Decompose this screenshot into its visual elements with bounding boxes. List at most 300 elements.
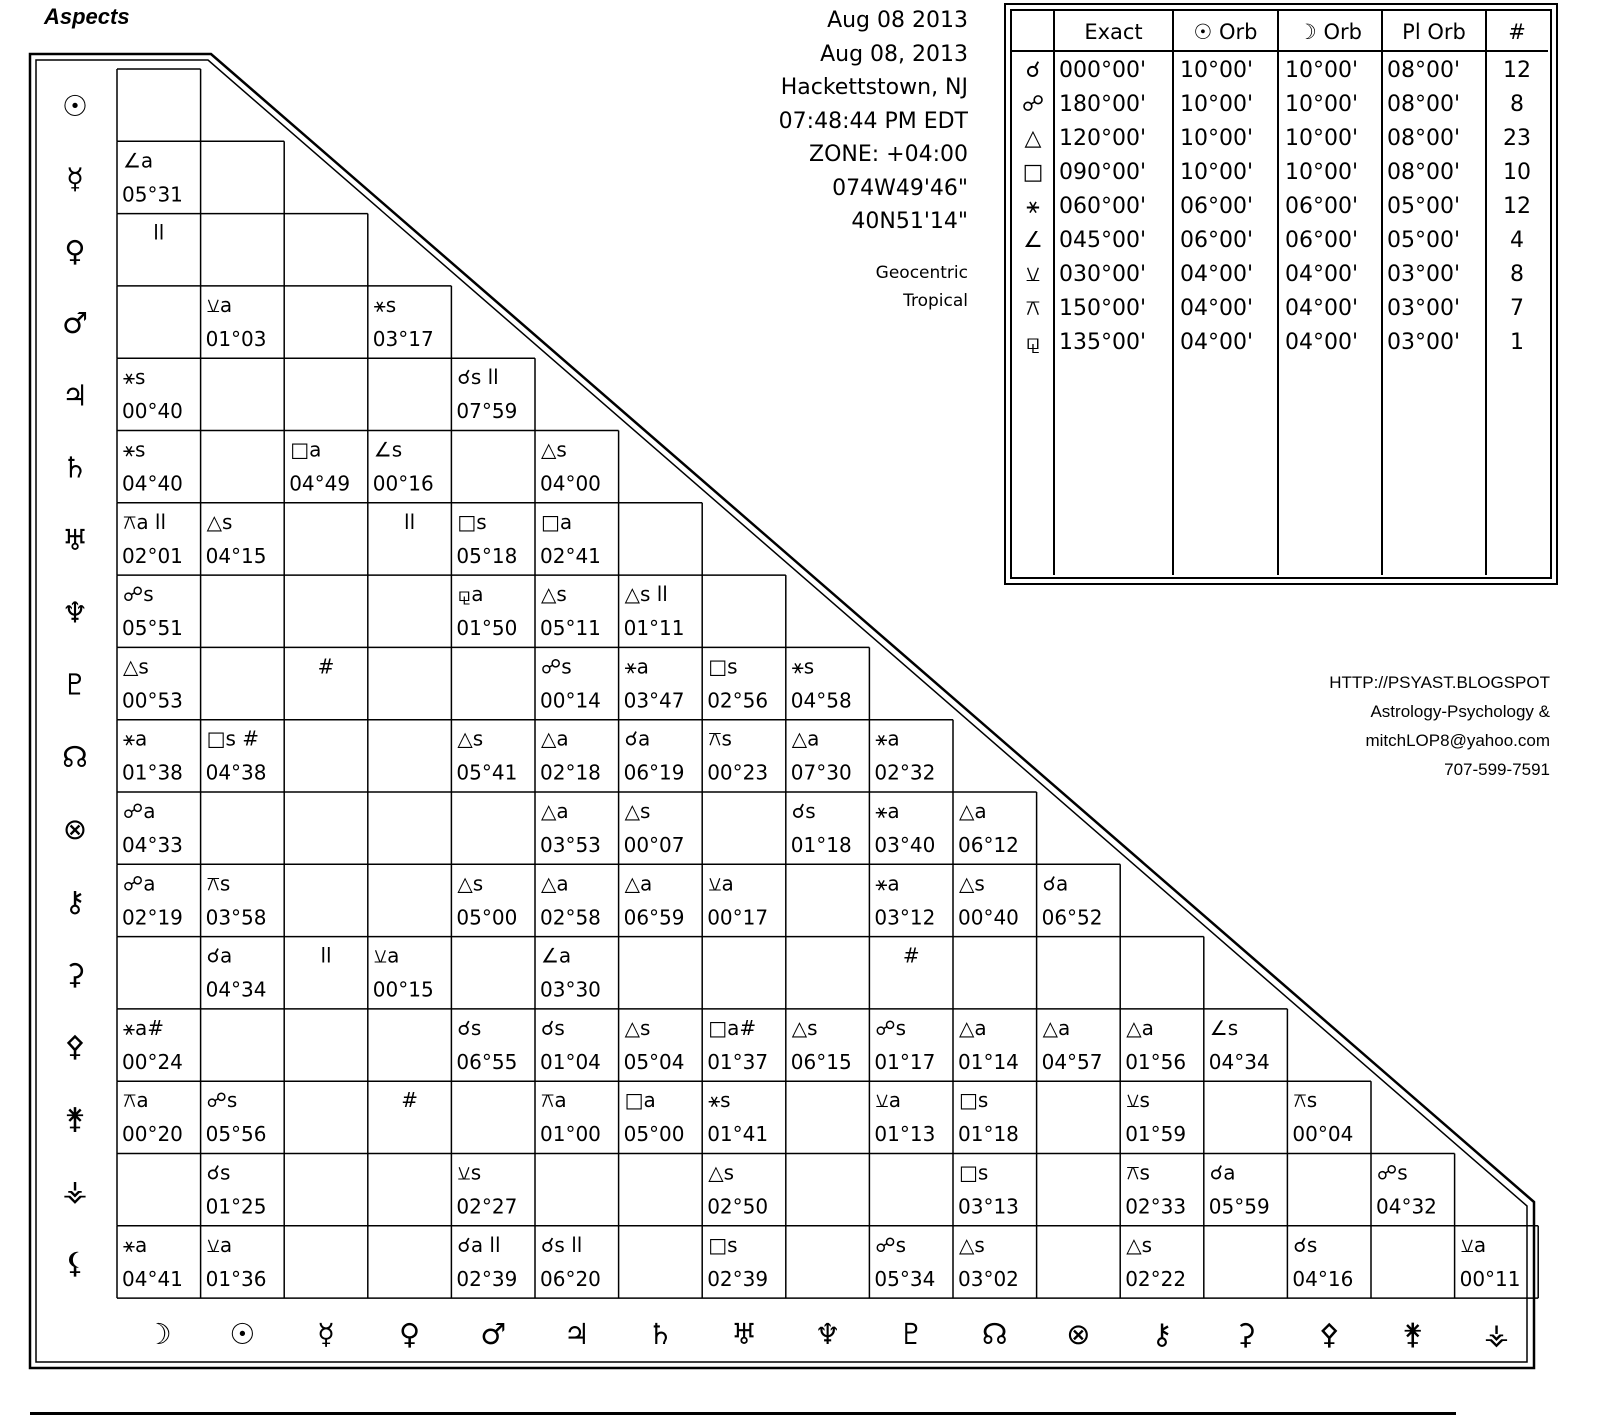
- aspect-orb-value: 03°30: [540, 977, 601, 1002]
- aspect-orb-value: 04°33: [122, 833, 183, 857]
- aspect-symbol: ⚺a: [1460, 1232, 1487, 1257]
- chart-date-formatted: Aug 08, 2013: [820, 41, 968, 67]
- aspect-symbol: ⚺a: [708, 871, 734, 896]
- aspect-cell: [373, 293, 434, 351]
- aspect-cell: [153, 221, 164, 245]
- aspect-symbol: △s ll: [624, 582, 668, 607]
- aspect-orb-value: 06°15: [790, 1049, 852, 1074]
- legend-aspect-glyph: ⚹: [1026, 194, 1040, 219]
- aspect-cell: [624, 582, 685, 640]
- legend-header: #: [1508, 20, 1526, 44]
- aspect-cell: [791, 1016, 852, 1074]
- row-planet-glyph: ☉: [62, 89, 88, 124]
- aspect-cell: [1042, 871, 1103, 929]
- aspect-cell: [122, 510, 183, 568]
- row-planet-glyph: ⚸: [64, 1245, 86, 1280]
- aspect-symbol: ⚹a: [624, 654, 649, 679]
- legend-planet-orb: 08°00': [1387, 92, 1461, 117]
- legend-exact: 180°00': [1059, 92, 1147, 117]
- aspect-symbol: ☌s: [791, 799, 816, 823]
- aspect-orb-value: 01°04: [540, 1049, 601, 1074]
- aspect-cell: [540, 654, 601, 712]
- aspect-orb-value: 01°37: [707, 1049, 769, 1074]
- chart-latitude: 40N51'14": [851, 209, 968, 234]
- aspect-symbol: ⚹a: [123, 726, 148, 751]
- aspect-symbol: ☍s: [206, 1088, 238, 1113]
- aspect-cell: [122, 582, 183, 640]
- aspect-cell: [624, 799, 685, 857]
- col-planet-glyph: ⚴: [1318, 1317, 1340, 1352]
- aspect-orb-value: 02°18: [540, 760, 601, 785]
- aspect-cell: [707, 1088, 768, 1146]
- aspect-orb-value: 01°25: [205, 1194, 267, 1219]
- aspect-orb-value: 06°12: [958, 833, 1019, 857]
- aspect-symbol: ⚹a: [875, 871, 900, 896]
- aspect-cell: [404, 510, 415, 534]
- aspect-cell: [958, 1016, 1019, 1074]
- chart-system-geocentric: Geocentric: [875, 262, 968, 283]
- aspect-symbol: □s: [708, 1232, 738, 1257]
- legend-aspect-glyph: ∠: [1023, 228, 1043, 253]
- aspect-cell: [903, 944, 920, 968]
- aspect-cell: [122, 1233, 183, 1291]
- aspect-symbol: ☍s: [123, 582, 154, 607]
- aspect-cell: [874, 1233, 935, 1291]
- aspect-orb-value: 00°20: [122, 1122, 183, 1147]
- aspect-cell: [206, 871, 267, 929]
- aspect-symbol: ⚻s: [1126, 1160, 1150, 1185]
- contact-url: HTTP://PSYAST.BLOGSPOT: [1329, 673, 1550, 692]
- legend-moon-orb: 04°00': [1285, 330, 1359, 355]
- legend-count: 7: [1510, 296, 1524, 321]
- aspect-orb-value: 00°53: [122, 688, 183, 713]
- aspect-cell: [1125, 1088, 1186, 1146]
- aspect-orb-value: 01°03: [205, 326, 267, 351]
- legend-moon-orb: 10°00': [1285, 58, 1359, 83]
- legend-planet-orb: 08°00': [1387, 58, 1461, 83]
- aspect-symbol: □s: [708, 654, 738, 679]
- legend-sun-orb: 06°00': [1180, 194, 1254, 219]
- chart-system-tropical: Tropical: [903, 290, 968, 311]
- aspect-cell: [958, 1233, 1019, 1291]
- aspect-symbol: ⚻a ll: [123, 509, 167, 534]
- aspect-cell: [958, 871, 1019, 929]
- row-planet-glyph: ⚷: [64, 884, 86, 919]
- aspect-cell: [874, 727, 935, 785]
- aspect-symbol: △s: [708, 1160, 735, 1185]
- aspect-orb-value: 04°40: [122, 471, 183, 496]
- aspect-symbol: ⚺s: [457, 1160, 482, 1185]
- aspect-symbol: ∠s: [1209, 1015, 1239, 1040]
- aspect-orb-value: 00°07: [623, 833, 685, 857]
- legend-sun-orb: 04°00': [1180, 296, 1254, 321]
- aspect-symbol: △a: [541, 871, 569, 896]
- col-planet-glyph: ♇: [898, 1317, 925, 1352]
- aspect-orb-value: 00°15: [372, 977, 434, 1002]
- aspect-orb-value: 07°30: [790, 760, 852, 785]
- aspect-cell: [456, 1016, 517, 1074]
- col-planet-glyph: ♀: [398, 1317, 421, 1352]
- aspect-orb-value: 02°01: [122, 543, 183, 568]
- aspect-symbol: □s: [959, 1088, 989, 1113]
- legend-count: 1: [1510, 330, 1524, 355]
- aspect-cell: [1292, 1233, 1353, 1291]
- aspect-orb-value: 01°13: [874, 1122, 936, 1147]
- aspect-cell: [958, 1088, 1019, 1146]
- aspect-orb-value: 07°59: [456, 399, 518, 424]
- col-planet-glyph: ♄: [647, 1317, 674, 1352]
- aspect-cell: [540, 1016, 601, 1074]
- legend-header: ☉ Orb: [1193, 20, 1258, 44]
- aspect-orb-value: 04°34: [205, 977, 267, 1002]
- contact-phone: 707-599-7591: [1444, 760, 1550, 779]
- legend-count: 23: [1503, 126, 1531, 151]
- aspect-orb-value: 05°18: [456, 543, 518, 568]
- legend-exact: 000°00': [1059, 58, 1147, 83]
- row-planet-glyph: ♂: [62, 306, 88, 341]
- aspect-cell: [456, 1233, 517, 1291]
- aspect-cell: [791, 654, 852, 712]
- aspect-symbol: ∠a: [541, 943, 572, 968]
- aspect-cell: [1125, 1233, 1186, 1291]
- row-planet-glyph: ♆: [62, 595, 88, 630]
- aspect-orb-value: 01°18: [790, 833, 852, 857]
- aspect-symbol: △a: [624, 871, 653, 896]
- aspect-cell: [707, 1016, 768, 1074]
- aspect-symbol: △s: [1126, 1232, 1153, 1257]
- aspect-cell: [791, 799, 852, 857]
- aspect-orb-value: 01°18: [958, 1122, 1019, 1147]
- aspect-symbol: ⚺a: [206, 292, 233, 317]
- aspect-cell: [456, 871, 517, 929]
- aspect-symbol: ll: [320, 943, 332, 968]
- aspect-symbol: △s: [457, 871, 484, 896]
- aspect-cell: [289, 438, 350, 496]
- aspect-cell: [122, 365, 183, 423]
- aspect-symbol: ☌s: [457, 1015, 482, 1040]
- aspect-orb-value: 05°51: [122, 616, 183, 641]
- row-planet-glyph: ⚶: [62, 1173, 88, 1208]
- aspect-orb-value: 01°50: [456, 616, 518, 641]
- aspect-cell: [373, 438, 434, 496]
- row-planet-glyph: ♇: [62, 667, 88, 702]
- aspect-cell: [206, 1161, 267, 1219]
- aspect-symbol: □a: [541, 509, 573, 534]
- aspect-orb-value: 05°00: [623, 1122, 685, 1147]
- aspect-cell: [874, 1016, 935, 1074]
- aspect-orb-value: 02°22: [1125, 1266, 1187, 1291]
- aspect-cell: [318, 654, 335, 678]
- aspect-symbol: ☍s: [875, 1232, 907, 1257]
- aspect-cell: [624, 727, 685, 785]
- aspect-orb-value: 04°38: [205, 760, 267, 785]
- aspect-cell: [540, 1233, 601, 1291]
- col-planet-glyph: ⚷: [1151, 1317, 1173, 1352]
- aspect-orb-value: 06°20: [540, 1266, 601, 1291]
- aspect-symbol: ⚹a#: [123, 1015, 165, 1040]
- aspect-cell: [707, 1233, 768, 1291]
- aspect-orb-value: 05°56: [205, 1122, 267, 1147]
- aspect-cell: [540, 438, 601, 496]
- legend-aspect-glyph: ☌: [1025, 58, 1041, 83]
- aspect-cell: [1125, 1016, 1186, 1074]
- aspect-orb-value: 00°24: [122, 1049, 183, 1074]
- legend-aspect-glyph: ⚼: [1025, 330, 1041, 355]
- legend-exact: 045°00': [1059, 228, 1147, 253]
- legend-sun-orb: 10°00': [1180, 126, 1254, 151]
- row-planet-glyph: ⚵: [64, 1101, 86, 1136]
- aspect-symbol: ⚻a: [123, 1088, 149, 1113]
- col-planet-glyph: ♂: [480, 1317, 507, 1352]
- aspect-orb-value: 01°14: [958, 1049, 1019, 1074]
- legend-moon-orb: 10°00': [1285, 92, 1359, 117]
- aspect-symbol: ☍s: [541, 654, 572, 679]
- legend-aspect-glyph: ⚻: [1025, 296, 1041, 321]
- legend-count: 10: [1503, 160, 1531, 185]
- aspect-symbol: △a: [959, 1015, 987, 1040]
- chart-date: Aug 08 2013: [827, 8, 968, 33]
- aspect-cell: [958, 1161, 1019, 1219]
- aspect-cell: [707, 727, 768, 785]
- aspect-symbol: △s: [959, 1232, 985, 1257]
- aspect-orb-value: 04°16: [1292, 1266, 1354, 1291]
- aspect-symbol: △a: [541, 726, 569, 751]
- aspect-orb-value: 06°19: [623, 760, 685, 785]
- aspect-cell: [540, 510, 601, 568]
- aspect-symbol: △s: [791, 1015, 818, 1040]
- legend-moon-orb: 04°00': [1285, 296, 1359, 321]
- col-planet-glyph: ⊗: [1066, 1317, 1091, 1352]
- aspect-orb-value: 04°00: [540, 471, 601, 496]
- aspect-cell: [540, 1088, 601, 1146]
- aspect-orb-value: 03°53: [540, 833, 601, 857]
- aspect-orb-value: 01°36: [205, 1266, 267, 1291]
- aspect-symbol: △s: [541, 437, 567, 462]
- aspect-orb-value: 00°40: [122, 399, 183, 424]
- aspect-orb-value: 00°14: [540, 688, 601, 713]
- aspect-cell: [540, 727, 601, 785]
- legend-header: Pl Orb: [1402, 20, 1466, 44]
- col-planet-glyph: ☽: [145, 1317, 172, 1352]
- legend-sun-orb: 04°00': [1180, 262, 1254, 287]
- aspect-symbol: □s #: [206, 726, 260, 751]
- aspect-symbol: △s: [541, 582, 567, 607]
- aspect-symbol: □a: [624, 1088, 656, 1113]
- aspect-symbol: □a: [290, 437, 322, 462]
- aspect-cell: [122, 1016, 183, 1074]
- legend-header: Exact: [1084, 20, 1143, 44]
- aspect-symbol: △s: [624, 1015, 651, 1040]
- legend-count: 4: [1510, 228, 1524, 253]
- aspect-orb-value: 02°32: [874, 760, 936, 785]
- aspect-symbol: ⚹s: [791, 654, 815, 679]
- aspect-orb-value: 04°57: [1041, 1049, 1103, 1074]
- grid-frame-inner: [36, 60, 1527, 1362]
- aspect-cell: [456, 510, 517, 568]
- aspect-orb-value: 02°41: [540, 543, 601, 568]
- aspect-cell: [707, 1161, 768, 1219]
- aspect-orb-value: 03°40: [874, 833, 936, 857]
- aspect-symbol: ☌a ll: [457, 1232, 501, 1257]
- aspect-orb-value: 05°41: [456, 760, 518, 785]
- contact-subtitle: Astrology-Psychology &: [1370, 702, 1550, 721]
- aspect-orb-value: 04°32: [1376, 1194, 1437, 1219]
- aspect-cell: [874, 799, 935, 857]
- aspect-cell: [206, 944, 267, 1002]
- col-planet-glyph: ☉: [229, 1317, 256, 1352]
- row-planet-glyph: ☊: [62, 739, 88, 774]
- aspect-cell: [122, 654, 183, 712]
- aspect-symbol: ⚺a: [206, 1232, 233, 1257]
- aspect-cell: [624, 871, 685, 929]
- col-planet-glyph: ☊: [981, 1317, 1008, 1352]
- aspect-orb-value: 02°33: [1125, 1194, 1187, 1219]
- aspect-orb-value: 03°02: [958, 1266, 1019, 1291]
- aspect-symbol: ⚺a: [373, 943, 400, 968]
- aspect-orb-value: 05°59: [1208, 1194, 1270, 1219]
- aspect-cell: [540, 582, 601, 640]
- legend-sun-orb: 10°00': [1180, 92, 1254, 117]
- aspect-orb-value: 05°04: [623, 1049, 685, 1074]
- aspect-cell: [373, 944, 434, 1002]
- legend-exact: 090°00': [1059, 160, 1147, 185]
- row-planet-glyph: ⚳: [64, 956, 86, 991]
- chart-zone: ZONE: +04:00: [809, 142, 968, 167]
- legend-count: 12: [1503, 194, 1531, 219]
- aspect-orb-value: 01°59: [1125, 1122, 1187, 1147]
- row-planet-glyph: ⊗: [62, 812, 88, 847]
- aspect-orb-value: 03°58: [205, 905, 267, 930]
- legend-count: 8: [1510, 92, 1524, 117]
- legend-sun-orb: 04°00': [1180, 330, 1254, 355]
- aspect-orb-value: 00°04: [1292, 1122, 1354, 1147]
- aspect-symbol: ll: [404, 509, 416, 534]
- aspect-symbol: ⚻a: [541, 1088, 567, 1113]
- legend-planet-orb: 03°00': [1387, 262, 1461, 287]
- aspect-orb-value: 01°17: [874, 1049, 936, 1074]
- aspect-cell: [1209, 1161, 1270, 1219]
- legend-sun-orb: 10°00': [1180, 58, 1254, 83]
- aspect-symbol: ∠a: [123, 148, 154, 173]
- aspect-orb-value: 00°11: [1459, 1266, 1521, 1291]
- aspect-symbol: #: [317, 654, 335, 679]
- col-planet-glyph: ⚳: [1234, 1317, 1257, 1352]
- legend-aspect-glyph: △: [1024, 126, 1042, 151]
- aspect-cell: [1125, 1161, 1186, 1219]
- aspect-orb-value: 06°59: [623, 905, 685, 930]
- aspect-symbol: ☍s: [875, 1015, 907, 1040]
- aspect-symbol: ☌s ll: [457, 365, 499, 390]
- aspect-symbol: △s: [624, 799, 651, 823]
- legend-moon-orb: 06°00': [1285, 194, 1359, 219]
- aspect-cell: [540, 944, 601, 1002]
- aspect-orb-value: 04°34: [1208, 1049, 1270, 1074]
- legend-moon-orb: 04°00': [1285, 262, 1359, 287]
- col-planet-glyph: ♅: [731, 1317, 757, 1352]
- aspect-symbol: ☌a: [1042, 871, 1069, 896]
- legend-exact: 120°00': [1059, 126, 1147, 151]
- aspect-orb-value: 05°31: [122, 182, 183, 207]
- aspect-symbol: ☌a: [624, 726, 651, 751]
- grid-frame-outer: [30, 54, 1534, 1368]
- aspect-orb-value: 01°41: [707, 1122, 769, 1147]
- aspect-symbol: ☍s: [1377, 1160, 1408, 1185]
- aspect-orb-value: 06°52: [1041, 905, 1103, 930]
- aspect-symbol: ⚻s: [206, 871, 231, 896]
- legend-moon-orb: 10°00': [1285, 160, 1359, 185]
- row-planet-glyph: ♄: [62, 450, 88, 485]
- legend-planet-orb: 08°00': [1387, 126, 1461, 151]
- aspect-orb-value: 00°23: [707, 760, 769, 785]
- aspect-cell: [122, 148, 183, 206]
- aspect-orb-value: 01°38: [122, 760, 183, 785]
- aspect-symbol: ll: [153, 220, 165, 245]
- row-planet-glyph: ⚴: [64, 1029, 86, 1064]
- legend-aspect-glyph: ☍: [1021, 92, 1045, 117]
- aspect-orb-value: 02°27: [456, 1194, 518, 1219]
- legend-planet-orb: 03°00': [1387, 330, 1461, 355]
- aspect-cell: [206, 1088, 267, 1146]
- legend-moon-orb: 06°00': [1285, 228, 1359, 253]
- aspect-orb-value: 03°47: [623, 688, 685, 713]
- legend-aspect-glyph: □: [1022, 160, 1044, 185]
- aspect-cell: [456, 727, 517, 785]
- aspect-orb-value: 04°49: [289, 471, 351, 496]
- aspect-orb-value: 04°58: [790, 688, 852, 713]
- aspect-cell: [874, 871, 935, 929]
- aspect-cell: [958, 799, 1019, 857]
- legend-planet-orb: 05°00': [1387, 194, 1461, 219]
- aspect-orb-value: 01°56: [1125, 1049, 1187, 1074]
- aspect-orb-value: 06°55: [456, 1049, 518, 1074]
- aspect-cell: [624, 1016, 685, 1074]
- aspect-symbol: #: [902, 943, 920, 968]
- aspect-orb-value: 05°11: [540, 616, 601, 641]
- aspect-cell: [540, 871, 601, 929]
- aspect-symbol: ⚹a: [875, 726, 900, 751]
- col-planet-glyph: ⚶: [1484, 1317, 1509, 1352]
- aspect-orb-value: 03°13: [958, 1194, 1019, 1219]
- aspect-orb-value: 03°17: [372, 326, 434, 351]
- bottom-rule: [30, 1412, 1456, 1415]
- aspect-symbol: △s: [206, 509, 233, 534]
- chart-time: 07:48:44 PM EDT: [778, 108, 968, 134]
- aspect-orb-value: 02°39: [456, 1266, 518, 1291]
- aspect-orb-value: 01°11: [623, 616, 685, 641]
- legend-exact: 150°00': [1059, 296, 1147, 321]
- aspect-symbol: ⚹s: [123, 437, 146, 462]
- aspect-cell: [122, 871, 183, 929]
- aspect-cell: [624, 1088, 685, 1146]
- aspect-cell: [206, 510, 267, 568]
- aspect-cell: [707, 654, 768, 712]
- aspect-symbol: ⚺a: [875, 1088, 901, 1113]
- aspect-orb-value: 04°41: [122, 1266, 183, 1291]
- aspect-orb-value: 02°58: [540, 905, 601, 930]
- legend-planet-orb: 05°00': [1387, 228, 1461, 253]
- aspect-symbol: △s: [123, 654, 149, 679]
- aspect-symbol: ⚻s: [708, 726, 732, 751]
- aspect-symbol: △a: [541, 799, 569, 823]
- aspect-orb-value: 00°17: [707, 905, 769, 930]
- aspect-cell: [206, 727, 267, 785]
- legend-sun-orb: 06°00': [1180, 228, 1254, 253]
- aspect-symbol: ⚼a: [457, 582, 484, 607]
- aspect-orb-value: 02°50: [707, 1194, 769, 1219]
- aspect-symbol: ☌s: [206, 1160, 231, 1185]
- aspect-symbol: ⚹s: [373, 292, 397, 317]
- aspect-cell: [122, 1088, 183, 1146]
